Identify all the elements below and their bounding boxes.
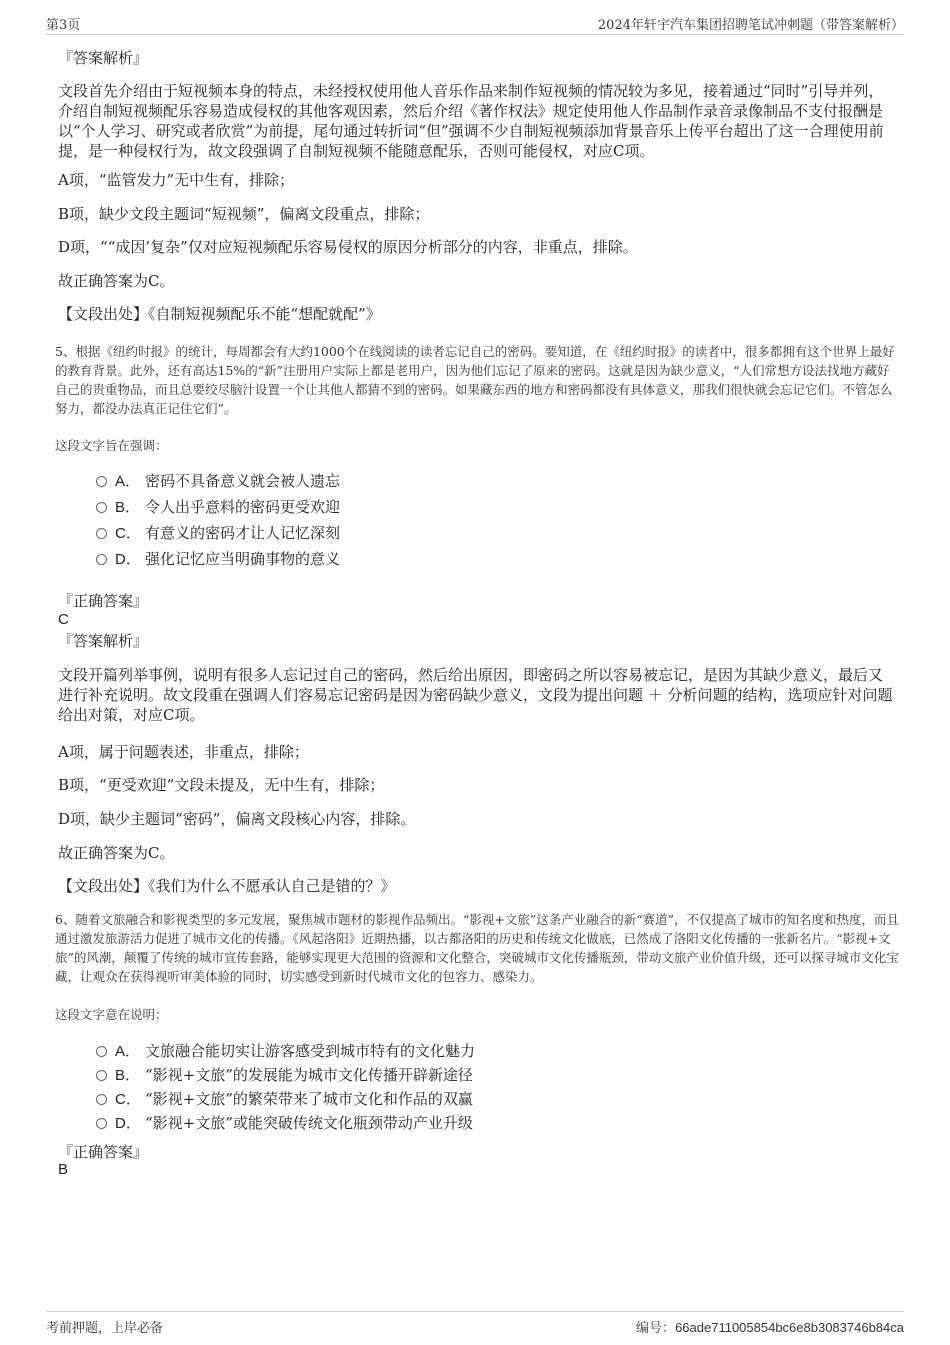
q5-option-c[interactable]: C． 有意义的密码才让人记忆深刻 — [96, 523, 340, 544]
radio-icon[interactable] — [96, 1046, 107, 1057]
q5-option-b[interactable]: B． 令人出乎意料的密码更受欢迎 — [96, 497, 340, 518]
q6-question-text: 6、随着文旅融合和影视类型的多元发展，聚焦城市题材的影视作品频出。“影视+文旅”这条产业融合的新“赛道”，不仅提高了城市的知名度和热度，而且通过激发旅游活力促进了城市文化的传播。《风起洛阳》近期热播，以古都洛阳的历史和传统文化做底，已然成了洛阳文化传播的一张新名片。“影视+文旅”的风潮，颠覆了传统的城市宣传套路，能够实现更大范围的资源和文化整合，突破城市文化传播瓶颈，带动文旅产业价值升级，还可以探寻城市文化宝藏，让观众在获得视听审美体验的同时，切实感受到新时代城市文化的包容力、感染力。 — [55, 912, 899, 984]
q6-answer: B — [58, 1161, 69, 1178]
radio-icon[interactable] — [96, 476, 107, 487]
q5-question-text: 5、根据《纽约时报》的统计，每周都会有大约1000个在线阅读的读者忘记自己的密码。要知道，在《纽约时报》的读者中，很多都拥有这个世界上最好的教育背景。此外，还有高达15%的“新”注册用户实际上都是老用户，因为他们忘记了原来的密码。这就是因为缺少意义，“人们常想方设法找地方藏好自己的贵重物品，而且总要绞尽脑汁设置一个让其他人都猜不到的密码。如果藏东西的地方和密码都没有具体意义，那我们很快就会忘记它们。不管怎么努力，都没办法真正记住它们”。 — [55, 344, 895, 416]
q6-prompt: 这段文字意在说明： — [55, 1007, 168, 1022]
page-header — [46, 12, 904, 35]
q5-note-b: B项，“更受欢迎”文段未提及，无中生有，排除； — [58, 776, 385, 794]
q5-conclusion: 故正确答案为C。 — [58, 844, 175, 862]
document-id-value: 66ade711005854bc6e8b3083746b84ca — [675, 1320, 904, 1335]
q5-answer-label: 『正确答案』 — [58, 592, 149, 610]
q6-answer-label: 『正确答案』 — [58, 1143, 149, 1161]
q6-option-b[interactable]: B． “影视+文旅”的发展能为城市文化传播开辟新途径 — [96, 1065, 473, 1086]
q5-prompt: 这段文字旨在强调： — [55, 438, 168, 453]
footer-slogan: 考前押题，上岸必备 — [46, 1321, 164, 1336]
radio-icon[interactable] — [96, 1094, 107, 1105]
q4-note-a: A项，“监管发力”无中生有，排除； — [58, 171, 295, 189]
radio-icon[interactable] — [96, 502, 107, 513]
radio-icon[interactable] — [96, 1070, 107, 1081]
document-id-label: 编号： — [636, 1321, 676, 1336]
q6-option-d[interactable]: D． “影视+文旅”或能突破传统文化瓶颈带动产业升级 — [96, 1113, 473, 1134]
document-title: 2024年轩宇汽车集团招聘笔试冲刺题（带答案解析） — [597, 18, 904, 33]
q5-analysis-label: 『答案解析』 — [58, 632, 149, 650]
page-footer — [46, 1311, 904, 1338]
document-id — [636, 1317, 904, 1336]
q4-analysis-label: 『答案解析』 — [58, 49, 149, 67]
q5-option-a[interactable]: A． 密码不具备意义就会被人遗忘 — [96, 471, 340, 492]
q5-note-d: D项，缺少主题词“密码”，偏离文段核心内容，排除。 — [58, 810, 416, 828]
q6-option-c[interactable]: C． “影视+文旅”的繁荣带来了城市文化和作品的双赢 — [96, 1089, 473, 1110]
q5-note-a: A项，属于问题表述，非重点，排除； — [58, 743, 309, 761]
radio-icon[interactable] — [96, 528, 107, 539]
q4-source: 【文段出处】《自制短视频配乐不能“想配就配”》 — [58, 305, 381, 323]
radio-icon[interactable] — [96, 1118, 107, 1129]
q5-answer: C — [58, 611, 69, 628]
q6-option-a[interactable]: A． 文旅融合能切实让游客感受到城市特有的文化魅力 — [96, 1041, 475, 1062]
q4-analysis-text: 文段首先介绍由于短视频本身的特点，未经授权使用他人音乐作品来制作短视频的情况较为多见，接着通过“同时”引导并列，介绍自制短视频配乐容易造成侵权的其他客观因素，然后介绍《著作权法》规定使用他人作品制作录音录像制品不支付报酬是以“个人学习、研究或者欣赏”为前提，尾句通过转折词“但”强调不少自制短视频添加背景音乐上传平台超出了这一合理使用前提，是一种侵权行为，故文段强调了自制短视频不能随意配乐，否则可能侵权，对应C项。 — [58, 82, 884, 160]
q5-source: 【文段出处】《我们为什么不愿承认自己是错的？》 — [58, 877, 396, 895]
q5-option-d[interactable]: D． 强化记忆应当明确事物的意义 — [96, 549, 340, 570]
q4-note-b: B项，缺少文段主题词“短视频”，偏离文段重点，排除； — [58, 205, 430, 223]
q4-conclusion: 故正确答案为C。 — [58, 272, 175, 290]
q4-note-d: D项，““成因’复杂”仅对应短视频配乐容易侵权的原因分析部分的内容，非重点，排除。 — [58, 238, 638, 256]
page-number: 第3页 — [46, 18, 81, 33]
q5-analysis-text: 文段开篇列举事例，说明有很多人忘记过自己的密码，然后给出原因，即密码之所以容易被忘记，是因为其缺少意义，最后又进行补充说明。故文段重在强调人们容易忘记密码是因为密码缺少意义，文段为提出问题 ＋ 分析问题的结构，选项应针对问题给出对策，对应C项。 — [58, 666, 893, 724]
radio-icon[interactable] — [96, 554, 107, 565]
